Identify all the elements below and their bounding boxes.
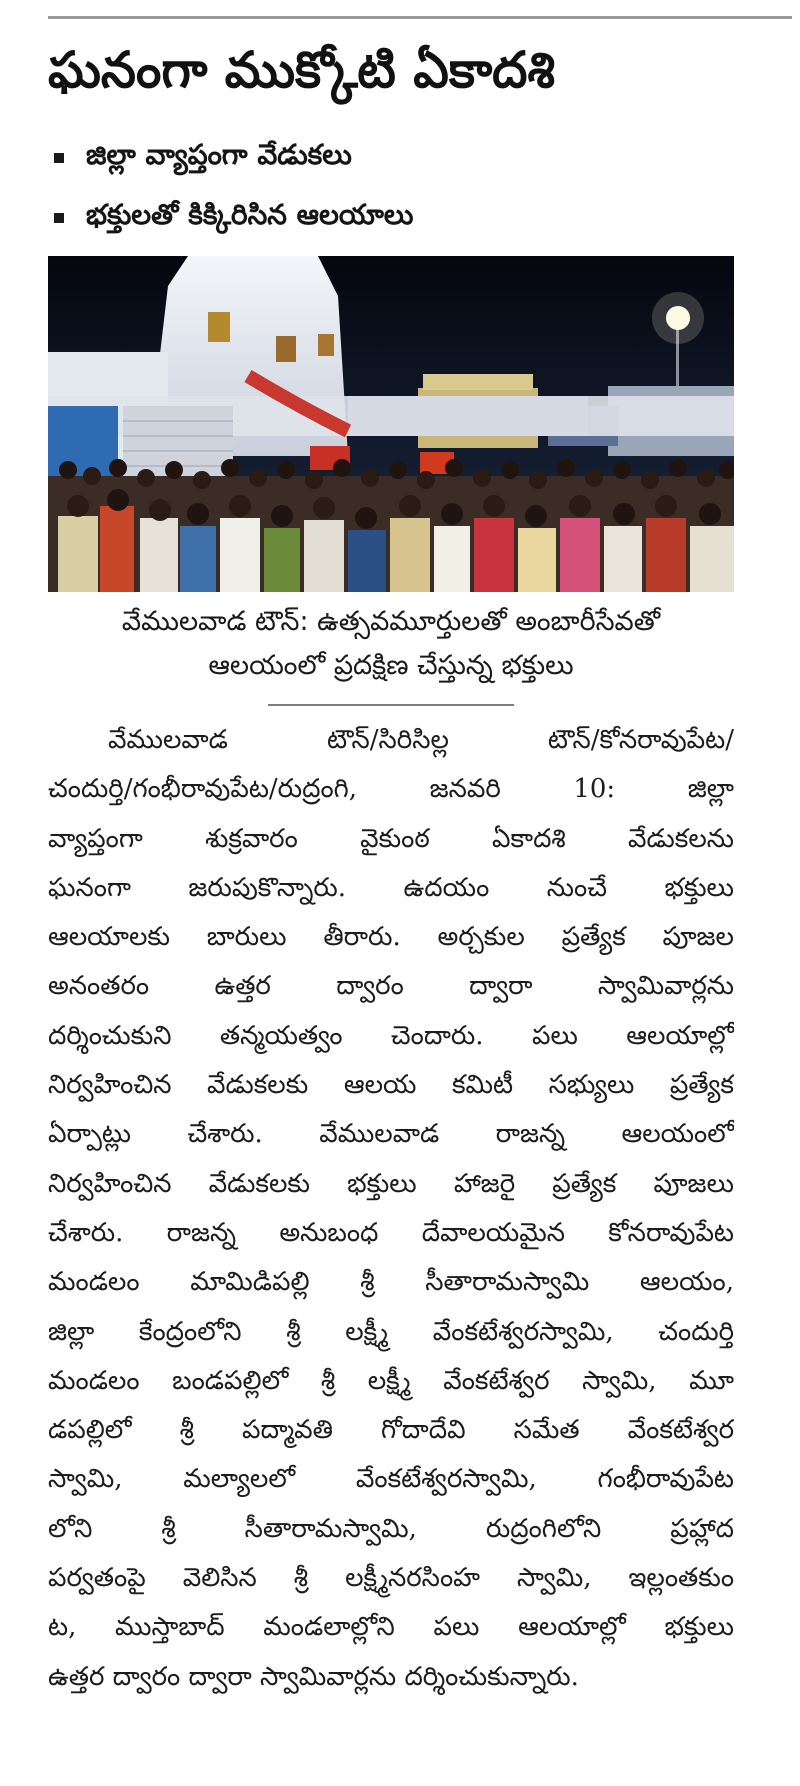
body-line: జిల్లా కేంద్రంలోని శ్రీ లక్ష్మీ వేంకటేశ్వరస్వామి, చందుర్తి bbox=[48, 1316, 734, 1347]
body-line: నిర్వహించిన వేడుకలకు భక్తులు హాజరై ప్రత్యేక పూజలు bbox=[48, 1168, 734, 1199]
subhead-text: భక్తులతో కిక్కిరిసిన ఆలయాలు bbox=[86, 198, 414, 231]
subhead-list bbox=[48, 128, 792, 248]
body-line: అనంతరం ఉత్తర ద్వారం ద్వారా స్వామివార్లను bbox=[48, 971, 734, 1002]
body-line: లోని శ్రీ సీతారామస్వామి, రుద్రంగిలోని ప్రహ్లాద bbox=[48, 1513, 734, 1544]
body-line: మండలం బండపల్లిలో శ్రీ లక్ష్మీ వేంకటేశ్వర స్వామి, మూ bbox=[48, 1365, 734, 1396]
temple-festival-photo bbox=[48, 256, 734, 592]
body-line: వ్యాప్తంగా శుక్రవారం వైకుంఠ ఏకాదశి వేడుకలను bbox=[48, 823, 734, 854]
subhead-text: జిల్లా వ్యాప్తంగా వేడుకలు bbox=[86, 138, 352, 171]
body-line: దర్శించుకుని తన్మయత్వం చెందారు. పలు ఆలయాల్లో bbox=[48, 1020, 734, 1051]
temple-crowd-illustration bbox=[48, 256, 734, 592]
body-line: ఉత్తర ద్వారం ద్వారా స్వామివార్లను దర్శించుకున్నారు. bbox=[48, 1661, 579, 1692]
body-line: చందుర్తి/గంభీరావుపేట/రుద్రంగి, జనవరి 10: జిల్లా bbox=[48, 774, 734, 805]
body-line: ఘనంగా జరుపుకొన్నారు. ఉదయం నుంచే భక్తులు bbox=[48, 872, 734, 903]
body-line: నిర్వహించిన వేడుకలకు ఆలయ కమిటీ సభ్యులు ప్రత్యేక bbox=[48, 1070, 734, 1101]
body-line: డపల్లిలో శ్రీ పద్మావతి గోదాదేవి సమేత వేంకటేశ్వర bbox=[48, 1415, 734, 1446]
body-line: వేములవాడ టౌన్‌/సిరిసిల్ల టౌన్‌/కోనరావుపేట/ bbox=[108, 725, 734, 755]
body-line: ఏర్పాట్లు చేశారు. వేములవాడ రాజన్న ఆలయంలో bbox=[48, 1119, 734, 1150]
photo-caption bbox=[48, 600, 734, 688]
subhead-item bbox=[48, 128, 792, 188]
caption-line: వేములవాడ టౌన్‌: ఉత్సవమూర్తులతో అంబారీసేవతో bbox=[121, 606, 661, 637]
body-line: పర్వతంపై వెలిసిన శ్రీ లక్ష్మీనరసింహ స్వామి, ఇల్లంతకుం bbox=[48, 1563, 734, 1594]
square-bullet-icon bbox=[54, 153, 64, 163]
article-body bbox=[48, 716, 734, 1702]
body-line: ట, ముస్తాబాద్‌ మండలాల్లోని పలు ఆలయాల్లో భక్తులు bbox=[48, 1612, 734, 1643]
caption-divider bbox=[268, 704, 514, 706]
body-line: స్వామి, మల్యాలలో వేంకటేశ్వరస్వామి, గంభీరావుపేట bbox=[48, 1464, 734, 1495]
top-rule bbox=[48, 16, 792, 19]
subhead-item bbox=[48, 188, 792, 248]
caption-line: ఆలయంలో ప్రదక్షిణ చేస్తున్న భక్తులు bbox=[208, 650, 574, 681]
headline: ఘనంగా ముక్కోటి ఏకాదశి bbox=[48, 41, 555, 99]
square-bullet-icon bbox=[54, 213, 64, 223]
body-line: చేశారు. రాజన్న అనుబంధ దేవాలయమైన కోనరావుపేట bbox=[48, 1217, 734, 1248]
body-line: ఆలయాలకు బారులు తీరారు. అర్చకుల ప్రత్యేక పూజల bbox=[48, 922, 734, 953]
body-line: మండలం మామిడిపల్లి శ్రీ సీతారామస్వామి ఆలయం, bbox=[48, 1267, 734, 1298]
